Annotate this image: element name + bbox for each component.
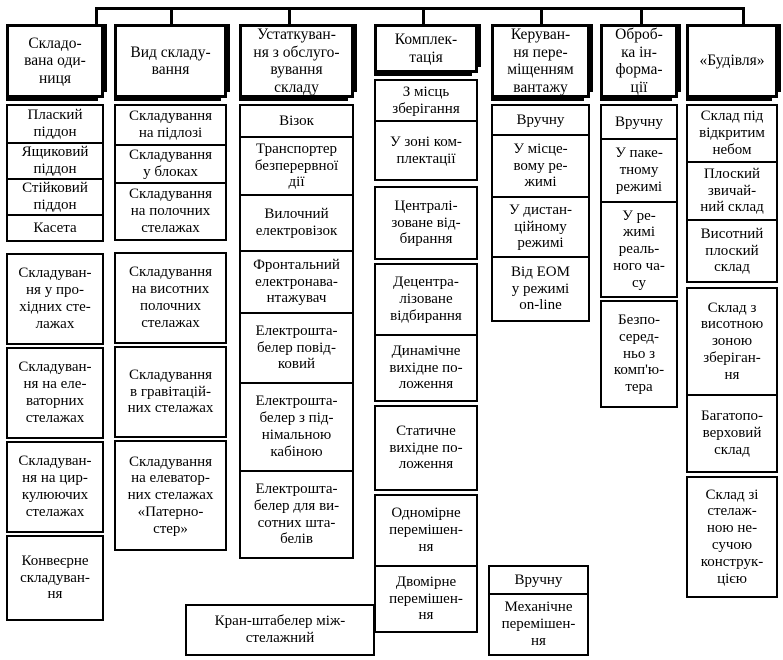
list-item[interactable]: Складування в гравітацій- них стелажах (116, 348, 225, 436)
list-item[interactable]: Висотний плоский склад (688, 219, 776, 281)
list-item[interactable]: Стійковий піддон (8, 178, 102, 214)
list-item[interactable]: Складування на висотних полочних стелажах (116, 254, 225, 342)
column-header (114, 24, 227, 98)
list-item[interactable]: Складуван- ня на цир- кулюючих стелажах (8, 443, 102, 531)
list-item[interactable]: Склад під відкритим небом (688, 106, 776, 161)
list-item[interactable]: Безпо- серед- ньо з комп'ю- тера (602, 302, 676, 406)
box-mekhanichne-peremishennia[interactable]: Механічне перемішен- ня (488, 593, 589, 656)
list-item[interactable]: Складування у блоках (116, 144, 225, 182)
column-header-label: Вид складу- вання (130, 43, 211, 78)
list-item[interactable]: Вручну (602, 106, 676, 138)
bus-horizontal (95, 7, 745, 10)
cell-group (600, 104, 678, 298)
list-item[interactable]: Статичне вихідне по- ложення (376, 407, 476, 489)
cell-group (114, 252, 227, 344)
list-item[interactable]: З місць зберігання (376, 81, 476, 120)
column-header-label: «Будівля» (699, 52, 765, 70)
list-item[interactable]: Вилочний електровізок (241, 194, 352, 250)
column-vyd-skladuvannia (114, 24, 227, 551)
list-item[interactable]: Вручну (493, 106, 588, 134)
cell-group (491, 104, 590, 322)
list-item[interactable]: У зоні ком- плектації (376, 120, 476, 179)
cell-group (114, 346, 227, 438)
box-kran-shtabeler[interactable]: Кран-штабелер між- стелажний (185, 604, 375, 656)
list-item[interactable]: Конвеєрне складуван- ня (8, 537, 102, 619)
cell-group (374, 79, 478, 181)
column-header-label: Устаткуван- ня з обслуго- вування складу (253, 26, 340, 96)
cell-group (374, 186, 478, 260)
list-item[interactable]: Складування на елеватор- них стелажах «Патерно- стер» (116, 442, 225, 549)
list-item[interactable]: Склад зі стелаж- ною не- сучою конструк- цією (688, 478, 776, 596)
cell-group (239, 104, 354, 559)
cell-group (6, 535, 104, 621)
column-header (686, 24, 778, 98)
list-item[interactable]: Складуван- ня на еле- ваторних стелажах (8, 349, 102, 437)
list-item[interactable]: Багатопо- верховий склад (688, 394, 776, 471)
list-item[interactable]: Складування на полочних стелажах (116, 182, 225, 239)
list-item[interactable]: Від ЕОМ у режимі on-line (493, 256, 588, 320)
column-ustatkuvannia (239, 24, 354, 559)
column-header-label: Комплек- тація (394, 31, 458, 66)
column-obrobka-informatsii (600, 24, 678, 408)
list-item[interactable]: Фронтальний електронава- нтажувач (241, 250, 352, 312)
list-item[interactable]: Електрошта- белер для ви- сотних шта- белів (241, 470, 352, 557)
list-item[interactable]: У місце- вому ре- жимі (493, 134, 588, 196)
list-item[interactable]: Візок (241, 106, 352, 136)
box-vruchnu-bottom[interactable]: Вручну (488, 565, 589, 593)
column-komplektatsiia (374, 24, 478, 633)
list-item[interactable]: Склад з висотною зоною зберіган- ня (688, 289, 776, 394)
column-skladovana-odynytsia (6, 24, 104, 621)
list-item[interactable]: Електрошта- белер з під- німальною кабіною (241, 382, 352, 470)
list-item[interactable]: Плоский звичай- ний склад (688, 161, 776, 219)
column-header (600, 24, 678, 98)
column-header-label: Керуван- ня пере- міщенням вантажу (507, 26, 574, 96)
cell-group (114, 104, 227, 241)
column-header-label: Складо- вана оди- ниця (24, 34, 86, 87)
list-item[interactable]: У паке- тному режимі (602, 138, 676, 201)
list-item[interactable]: Двомірне перемішен- ня (376, 565, 476, 631)
list-item[interactable]: Децентра- лізоване відбирання (376, 265, 476, 334)
list-item[interactable]: У ре- жимі реаль- ного ча- су (602, 201, 676, 296)
list-item[interactable]: Транспортер безперервної дії (241, 136, 352, 194)
list-item[interactable]: Електрошта- белер повід- ковий (241, 312, 352, 382)
column-header-label: Оброб- ка ін- форма- ції (615, 26, 663, 96)
column-header (6, 24, 104, 98)
cell-group (686, 104, 778, 283)
column-header (374, 24, 478, 73)
cell-group (6, 253, 104, 345)
cell-group (374, 263, 478, 402)
cell-group (114, 440, 227, 551)
column-budivlia (686, 24, 778, 598)
cell-group (374, 494, 478, 633)
list-item[interactable]: Складування на підлозі (116, 106, 225, 144)
list-item[interactable]: Динамічне вихідне по- ложення (376, 334, 476, 400)
column-header (491, 24, 590, 98)
list-item[interactable]: Плаский піддон (8, 106, 102, 142)
list-item[interactable]: Одномірне перемішен- ня (376, 496, 476, 565)
cell-group (6, 347, 104, 439)
list-item[interactable]: Централі- зоване від- бирання (376, 188, 476, 258)
cell-group (686, 476, 778, 598)
cell-group (374, 405, 478, 491)
column-header (239, 24, 354, 98)
cell-group (6, 104, 104, 242)
cell-group (6, 441, 104, 533)
column-keruvannia (491, 24, 590, 322)
list-item[interactable]: Складуван- ня у про- хідних сте- лажах (8, 255, 102, 343)
list-item[interactable]: У дистан- ційному режимі (493, 196, 588, 256)
cell-group (686, 287, 778, 473)
list-item[interactable]: Ящиковий піддон (8, 142, 102, 178)
cell-group (600, 300, 678, 408)
list-item[interactable]: Касета (8, 214, 102, 240)
